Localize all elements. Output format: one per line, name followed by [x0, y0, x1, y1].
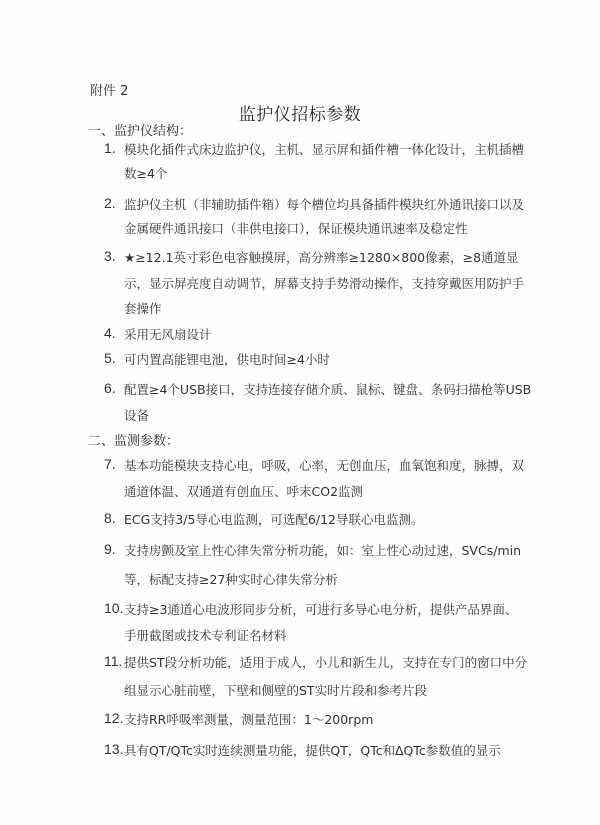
item-text-line: 设备	[124, 408, 150, 423]
item-text-line: 监护仪主机（非辅助插件箱）每个槽位均具备插件模块红外通讯接口以及	[124, 197, 525, 212]
item-text-line: ★≥12.1英寸彩色电容触摸屏，高分辨率≥1280×800像素，≥8通道显	[124, 250, 519, 265]
item-text-line: 等，标配支持≥27种实时心律失常分析	[124, 572, 338, 587]
item-number: 6.	[104, 380, 116, 396]
attachment-label: 附件 2	[90, 84, 129, 99]
section-heading-monitoring: 二、监测参数：	[88, 434, 180, 449]
item-text-line: 组显示心脏前壁，下壁和侧壁的ST实时片段和参考片段	[124, 683, 428, 698]
item-text-line: 示，显示屏亮度自动调节，屏幕支持手势滑动操作，支持穿戴医用防护手	[124, 276, 525, 291]
item-number: 1.	[104, 140, 116, 156]
section-heading-structure: 一、监护仪结构：	[88, 124, 193, 139]
item-number: 7.	[104, 456, 116, 472]
item-number: 4.	[104, 325, 116, 341]
item-number: 10.	[104, 600, 124, 616]
item-number: 12.	[104, 710, 124, 726]
item-number: 8.	[104, 510, 116, 526]
document-title: 监护仪招标参数	[238, 105, 362, 125]
item-text-line: 支持房颤及室上性心律失常分析功能，如：室上性心动过速，SVCs/min	[124, 543, 522, 558]
item-text-line: 手册截图或技术专利证名材料	[124, 628, 287, 643]
item-text-line: 套操作	[124, 301, 162, 316]
item-number: 11.	[104, 653, 123, 669]
item-text-line: ECG支持3/5导心电监测，可选配6/12导联心电监测。	[124, 512, 424, 527]
item-text-line: 模块化插件式床边监护仪，主机、显示屏和插件槽一体化设计，主机插槽	[124, 142, 525, 157]
item-text-line: 支持RR呼吸率测量，测量范围：1～200rpm	[124, 712, 374, 727]
item-number: 3.	[104, 248, 116, 264]
item-number: 2.	[104, 195, 116, 211]
item-number: 5.	[104, 350, 116, 366]
item-text-line: 数≥4个	[124, 166, 168, 181]
item-text-line: 支持≥3通道心电波形同步分析，可进行多导心电分析，提供产品界面、	[124, 602, 518, 617]
item-text-line: 配置≥4个USB接口，支持连接存储介质、鼠标、键盘、条码扫描枪等USB	[124, 382, 532, 397]
item-number: 9.	[104, 541, 116, 557]
item-text-line: 基本功能模块支持心电，呼吸，心率，无创血压，血氧饱和度，脉搏，双	[124, 458, 525, 473]
item-number: 13.	[104, 741, 124, 757]
item-text-line: 通道体温、双通道有创血压、呼末CO2监测	[124, 484, 364, 499]
item-text-line: 采用无风扇设计	[124, 327, 212, 342]
item-text-line: 金属硬件通讯接口（非供电接口），保证模块通讯速率及稳定性	[124, 221, 468, 236]
item-text-line: 可内置高能锂电池，供电时间≥4小时	[124, 352, 330, 367]
item-text-line: 具有QT/QTc实时连续测量功能，提供QT，QTc和∆QTc参数值的显示	[124, 743, 501, 758]
item-text-line: 提供ST段分析功能，适用于成人，小儿和新生儿，支持在专门的窗口中分	[124, 655, 528, 670]
